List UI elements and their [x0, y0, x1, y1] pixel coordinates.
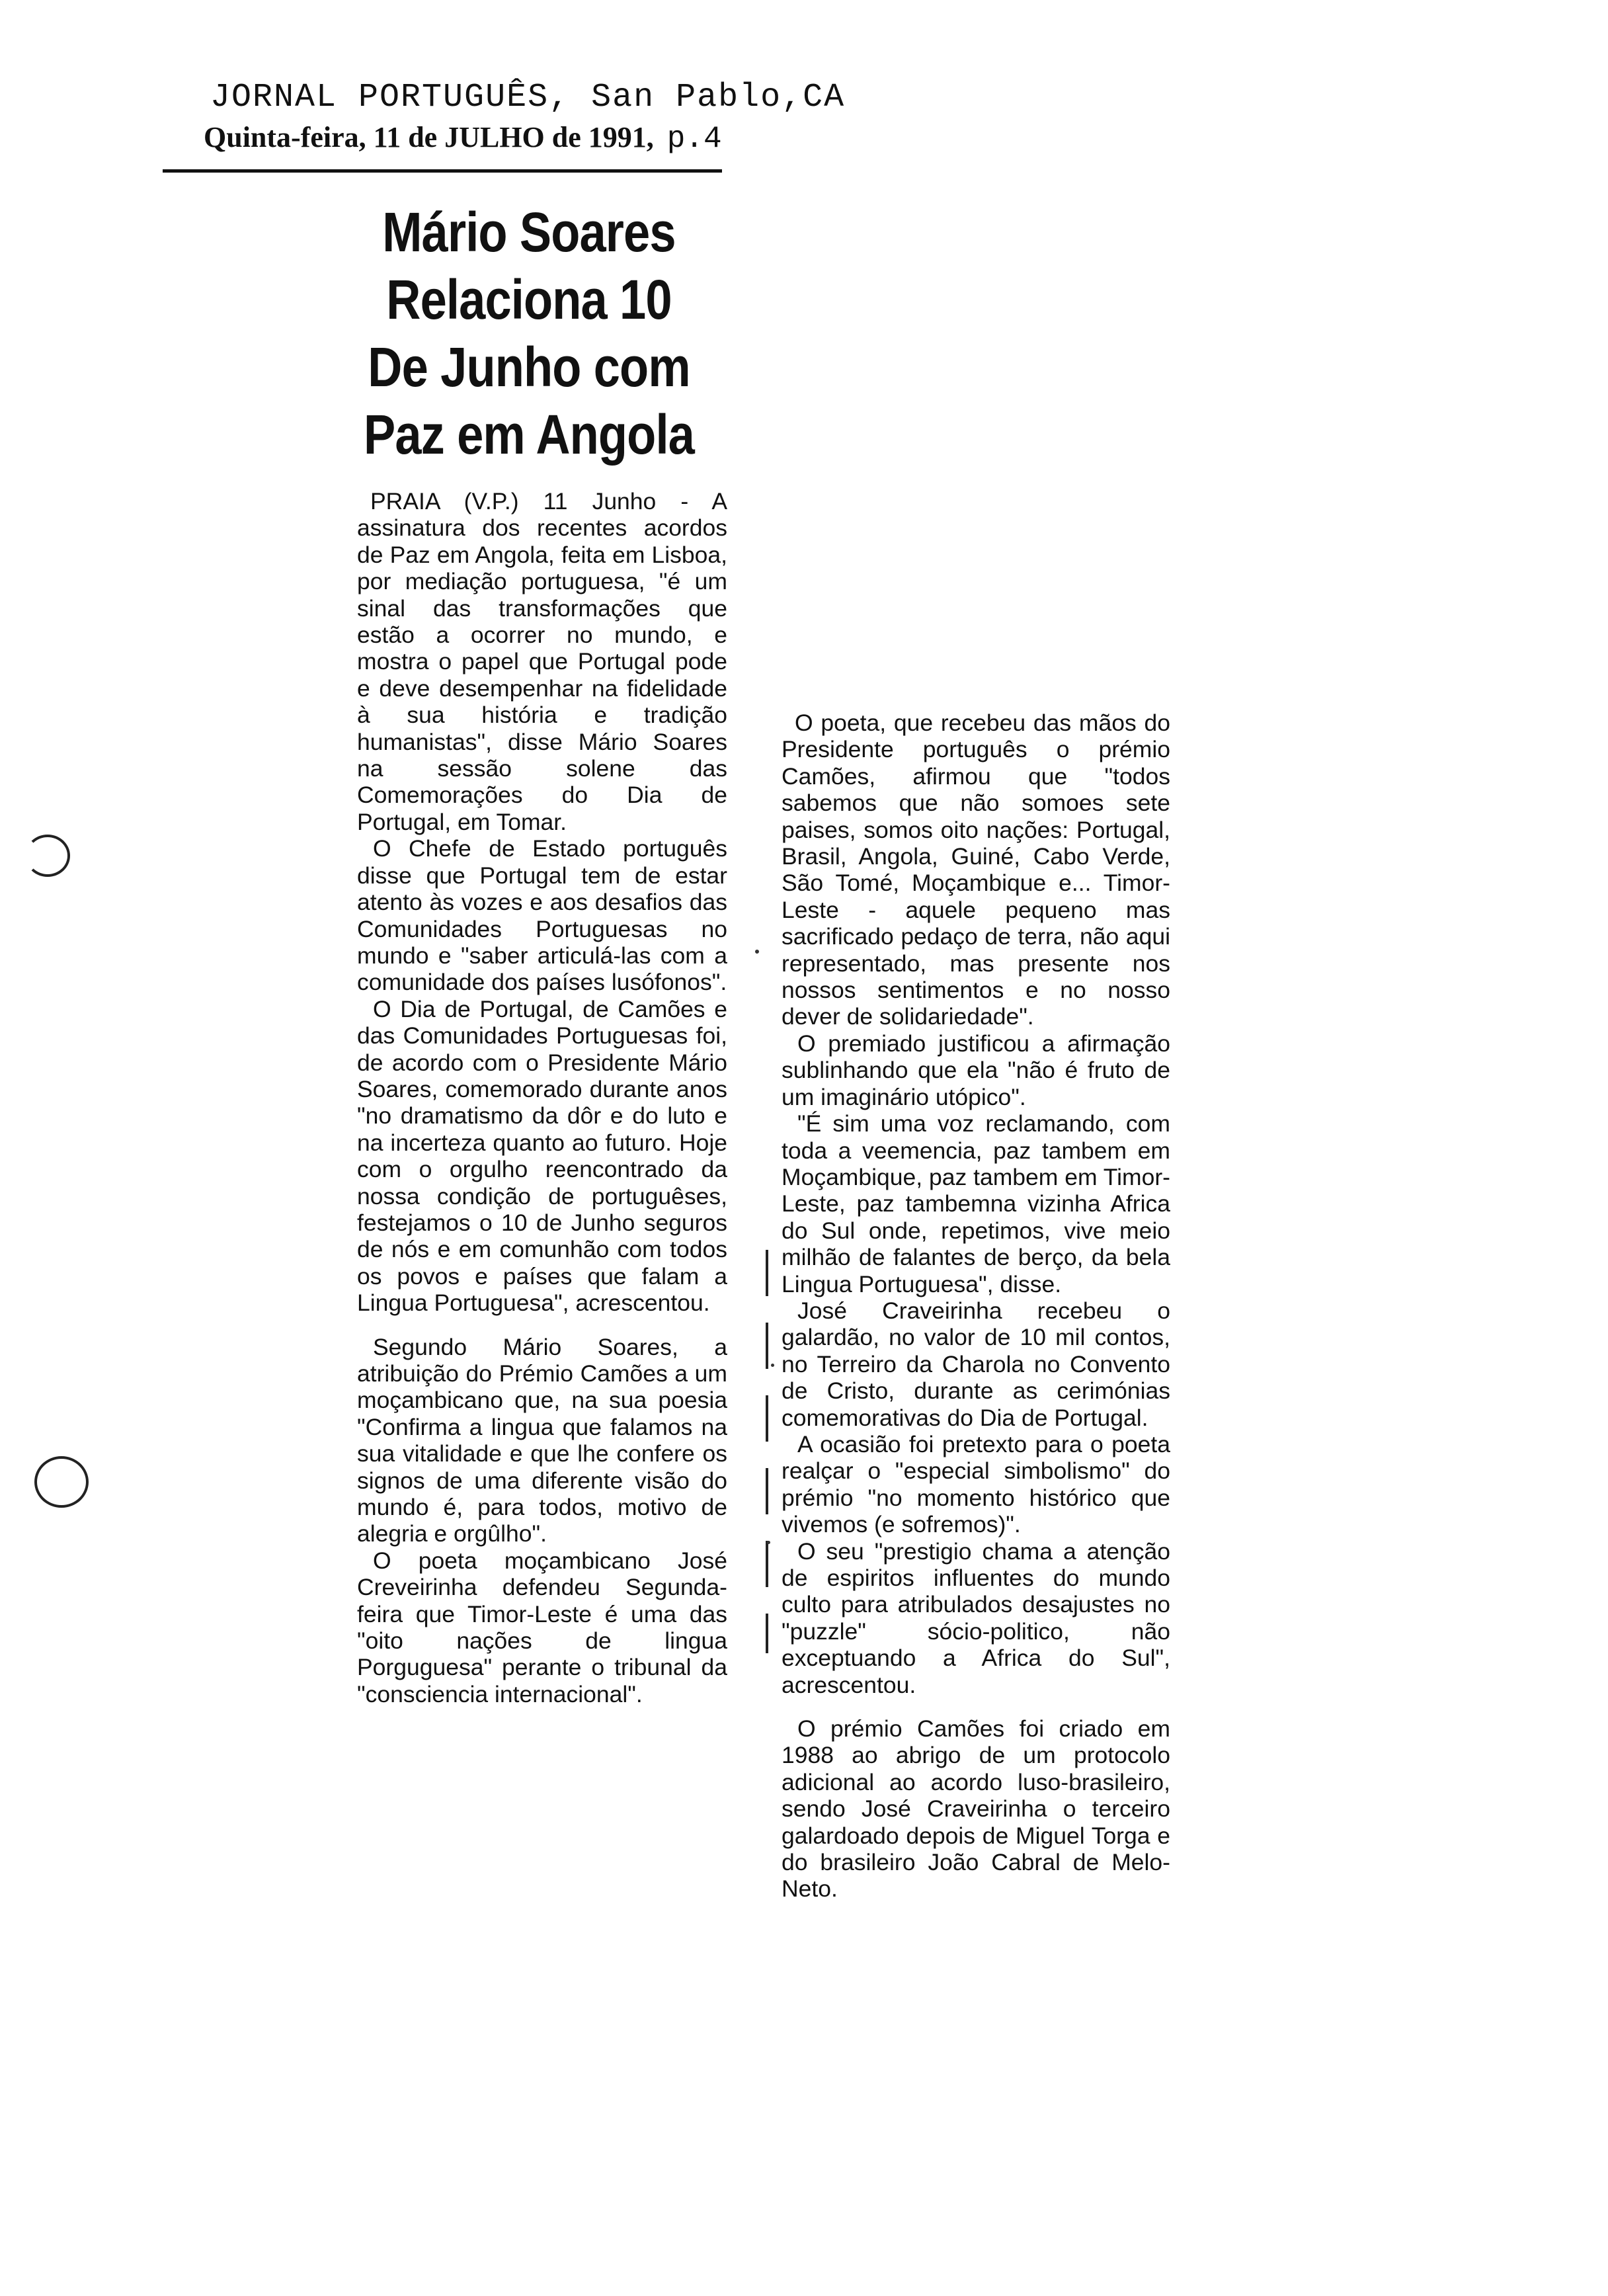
masthead-rule — [163, 169, 722, 173]
article-paragraph: O poeta moçambicano José Creveirinha defendeu Segunda-feira que Timor-Leste é uma das "oito nações de lingua Porguguesa" perante o tribunal da "consciencia internacional". — [357, 1547, 727, 1707]
headline-line: De Junho com — [368, 336, 690, 398]
article-column-left — [357, 488, 727, 1707]
article-paragraph: "É sim uma voz reclamando, com toda a veemencia, paz tambem em Moçambique, paz tambem em Timor-Leste, paz tambemna vizinha Africa do Sul onde, repetimos, vive meio milhão de falantes de berço, da bela Lingua Portuguesa", disse. — [782, 1110, 1170, 1297]
scan-speck — [771, 1364, 774, 1367]
punch-hole-mark — [34, 1456, 89, 1508]
scan-speck — [767, 1541, 770, 1544]
article-paragraph: A ocasião foi pretexto para o poeta realçar o "especial simbolismo" do prémio "no momento histórico que vivemos (e sofremos)". — [782, 1430, 1170, 1538]
publication-date: Quinta-feira, 11 de JULHO de 1991, — [204, 121, 654, 153]
headline-line: Mário Soares — [382, 201, 676, 263]
page-number: p.4 — [666, 122, 722, 156]
headline — [324, 198, 733, 468]
article-paragraph: O seu "prestigio chama a atenção de espiritos influentes do mundo culto para atribulados desajustes no "puzzle" sócio-politico, não exceptuando a Africa do Sul", acrescentou. — [782, 1538, 1170, 1698]
article-paragraph: O prémio Camões foi criado em 1988 ao abrigo de um protocolo adicional ao acordo luso-brasileiro, sendo José Craveirinha o terceiro galardoado depois de Miguel Torga e do brasileiro João Cabral de Melo-Neto. — [782, 1715, 1170, 1903]
headline-line: Paz em Angola — [364, 403, 694, 466]
article-paragraph: José Craveirinha recebeu o galardão, no valor de 10 mil contos, no Terreiro da Charola no Convento de Cristo, durante as cerimónias comemorativas do Dia de Portugal. — [782, 1297, 1170, 1431]
publication-name: JORNAL PORTUGUÊS, San Pablo,CA — [210, 79, 846, 116]
article-paragraph: O premiado justificou a afirmação sublinhando que ela "não é fruto de um imaginário utópico". — [782, 1030, 1170, 1110]
article-column-right — [782, 710, 1170, 1903]
article-paragraph: Segundo Mário Soares, a atribuição do Prémio Camões a um moçambicano que, na sua poesia "Confirma a lingua que falamos na sua vitalidade e que lhe confere os signos de uma diferente visão do mundo é, para todos, motivo de alegria e orgûlho". — [357, 1333, 727, 1547]
article-paragraph: O poeta, que recebeu das mãos do Presidente português o prémio Camões, afirmou que "todos sabemos que não somoes sete paises, somos oito nações: Portugal, Brasil, Angola, Guiné, Cabo Verde, São Tomé, Moçambique e... Timor-Leste - aquele pequeno mas sacrificado pedaço de terra, não aqui representado, mas presente nos nossos sentimentos e no nosso dever de solidariedade". — [782, 710, 1170, 1030]
publication-date-line — [204, 119, 865, 157]
article-paragraph: O Dia de Portugal, de Camões e das Comunidades Portuguesas foi, de acordo com o Presidente Mário Soares, comemorado durante anos "no dramatismo da dôr e do luto e na incerteza quanto ao futuro. Hoje com o orgulho reencontrado da nossa condição de portuguêses, festejamos o 10 de Junho seguros de nós e em comunhão com todos os povos e países que falam a Lingua Portuguesa", acrescentou. — [357, 995, 727, 1317]
punch-hole-mark — [25, 835, 70, 877]
scan-speck — [755, 950, 759, 954]
article-paragraph: PRAIA (V.P.) 11 Junho - A assinatura dos recentes acordos de Paz em Angola, feita em Lisboa, por mediação portuguesa, "é um sinal das transformações que estão a ocorrer no mundo, e mostra o papel que Portugal pode e deve desempenhar na fidelidade à sua história e tradição humanistas", disse Mário Soares na sessão solene das Comemorações do Dia de Portugal, em Tomar. — [357, 488, 727, 835]
article-paragraph: O Chefe de Estado português disse que Portugal tem de estar atento às vozes e aos desafios das Comunidades Portuguesas no mundo e "saber articulá-las com a comunidade dos países lusófonos". — [357, 835, 727, 996]
column-rule — [766, 1250, 768, 1653]
headline-line: Relaciona 10 — [386, 268, 672, 331]
